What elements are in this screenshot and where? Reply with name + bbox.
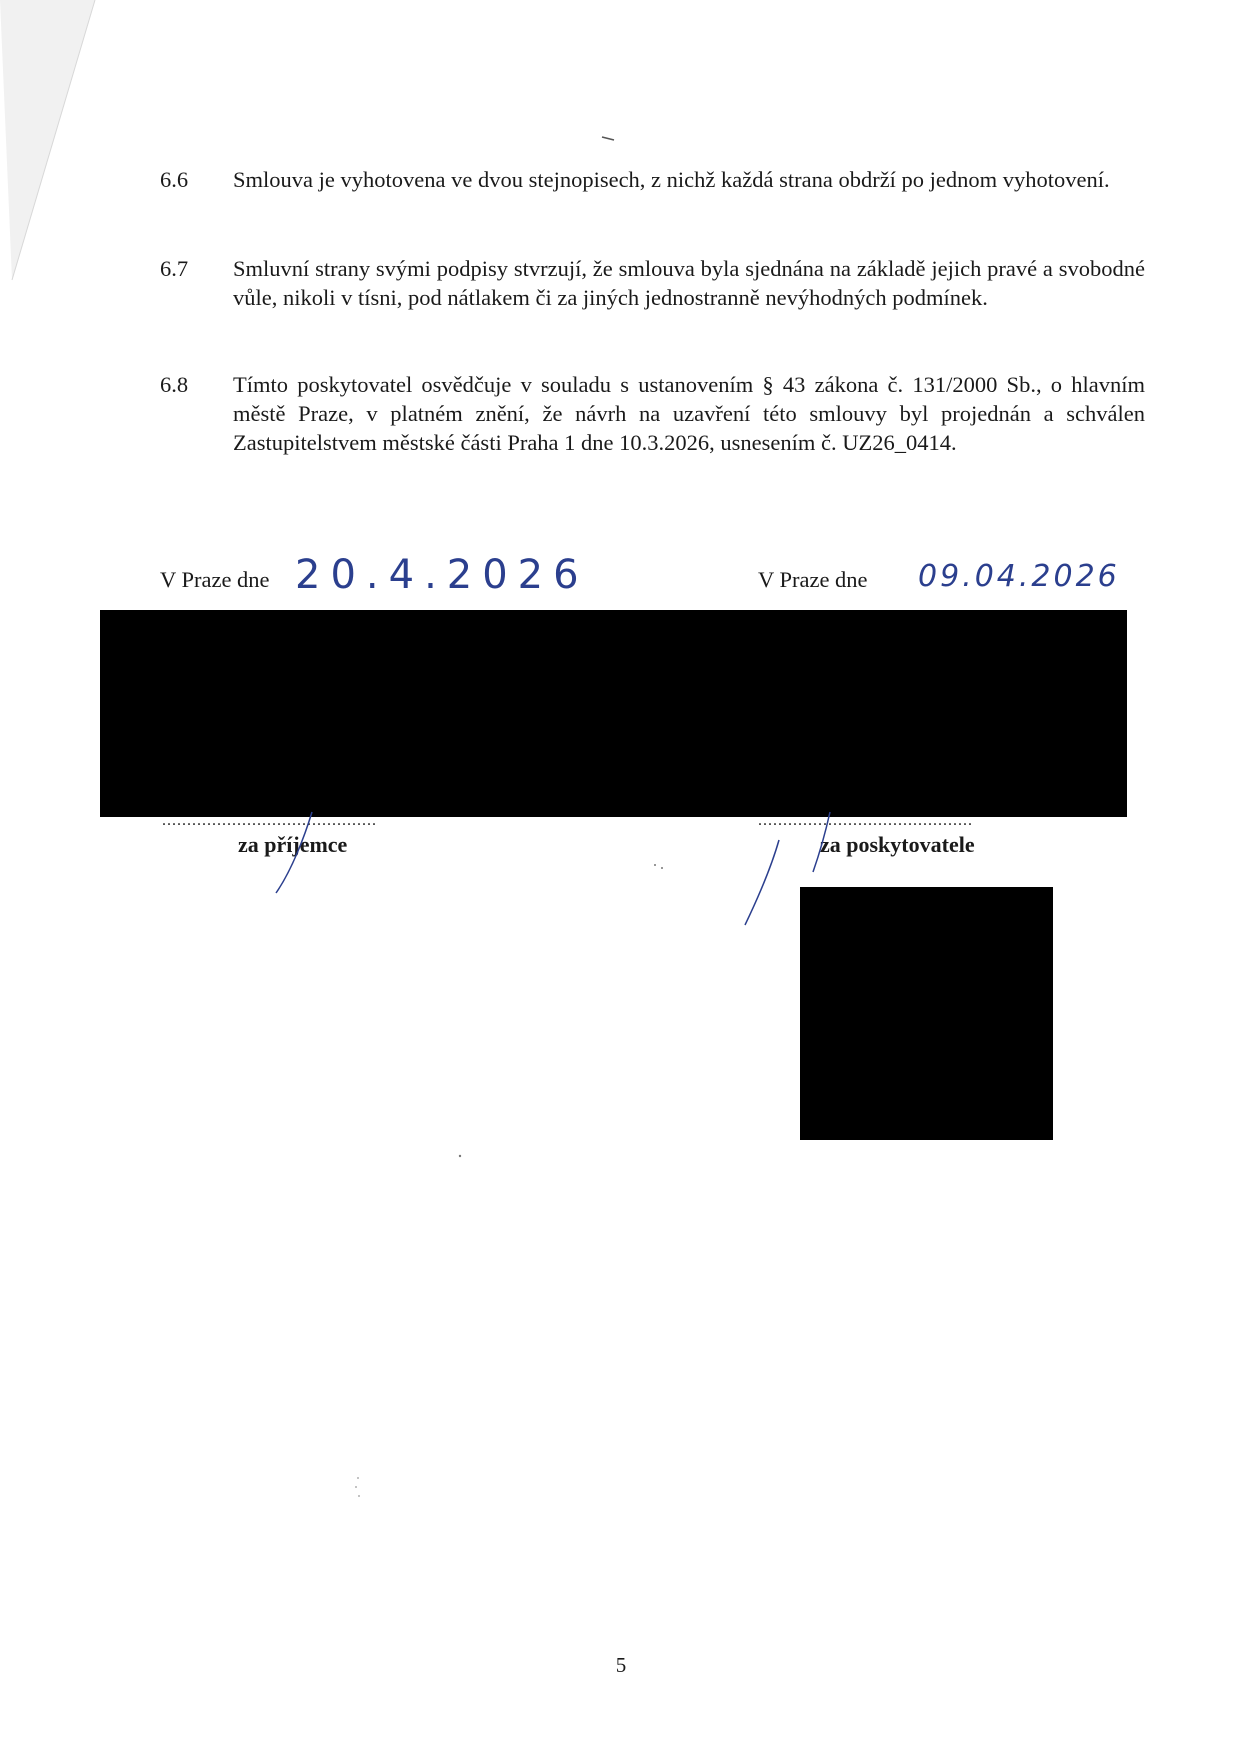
right-role-label: za poskytovatele: [820, 832, 975, 857]
clause-6-7: [160, 254, 1145, 312]
clause-6-8: [160, 370, 1145, 457]
left-handwritten-date: 20.4.2026: [295, 552, 589, 598]
scan-edge-artifact: [0, 0, 120, 300]
clause-number: 6.6: [160, 167, 189, 192]
clause-number: 6.8: [160, 372, 189, 397]
redaction-stamp: [800, 887, 1053, 1140]
right-place-label: V Praze dne: [758, 567, 868, 592]
clause-6-6: [160, 165, 1145, 194]
clause-text: Smlouva je vyhotovena ve dvou stejnopisech, z nichž každá strana obdrží po jednom vyhotovení.: [233, 167, 1110, 192]
right-handwritten-date: 09.04.2026: [918, 559, 1120, 594]
redaction-block: [100, 610, 1127, 817]
clause-text: Smluvní strany svými podpisy stvrzují, že smlouva byla sjednána na základě jejich pravé a svobodné vůle, nikoli v tísni, pod nátlakem či za jiných jednostranně nevýhodných podmínek.: [233, 256, 1145, 310]
left-signature-line: ...........................................: [162, 812, 377, 829]
left-role-label: za příjemce: [238, 832, 348, 857]
page-number: 5: [615, 1653, 627, 1677]
right-signature-line: ...........................................: [758, 812, 973, 829]
clause-text: Tímto poskytovatel osvědčuje v souladu s ustanovením § 43 zákona č. 131/2000 Sb., o hlavním městě Praze, v platném znění, že návrh na uzavření této smlouvy byl projednán a schválen Zastupitelstvem městské části Praha 1 dne 10.3.2026, usnesením č. UZ26_0414.: [233, 372, 1145, 455]
left-place-label: V Praze dne: [160, 567, 270, 592]
clause-number: 6.7: [160, 256, 189, 281]
